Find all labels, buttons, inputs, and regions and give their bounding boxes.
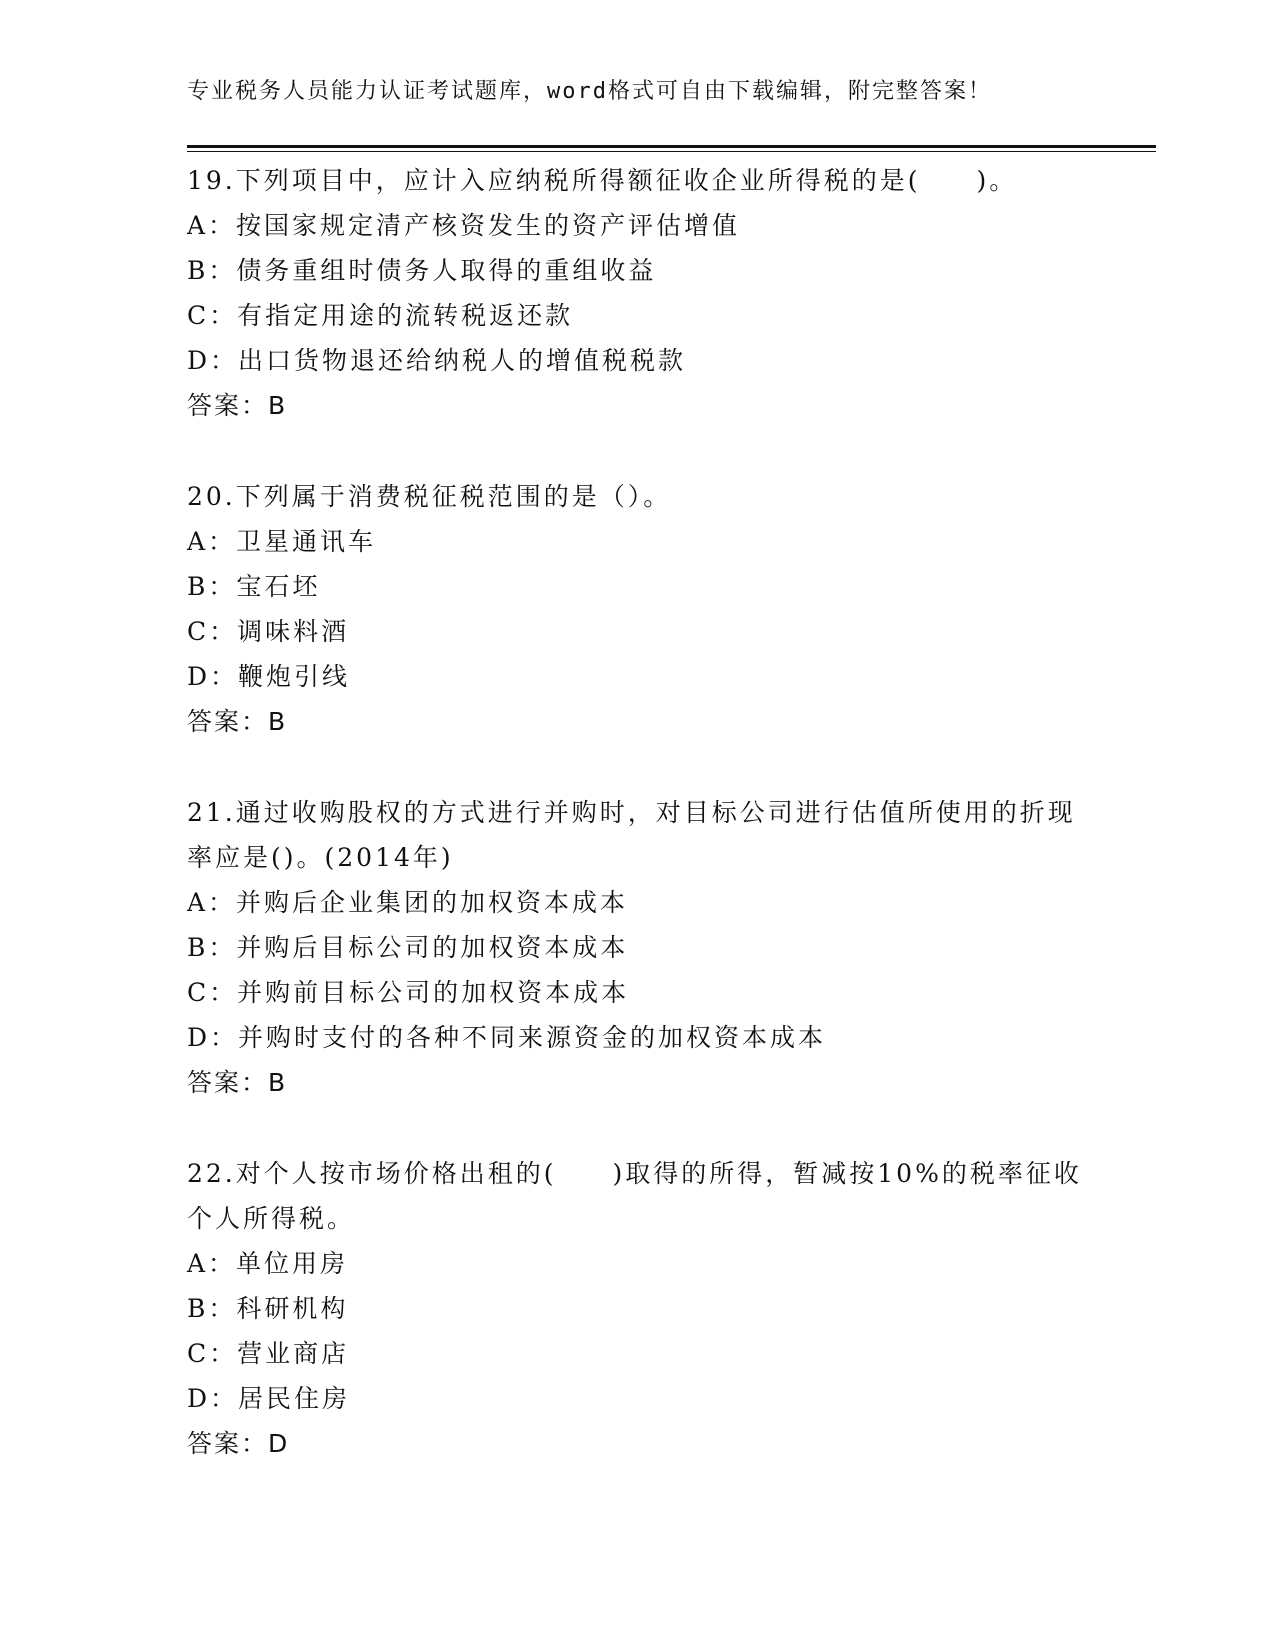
option-c: C：调味料酒: [187, 617, 350, 646]
header-rule-thick: [187, 145, 1156, 148]
question-21: [187, 790, 1087, 1105]
answer: 答案：B: [187, 391, 288, 420]
question-19: [187, 158, 1087, 428]
option-a: A：按国家规定清产核资发生的资产评估增值: [187, 211, 741, 240]
option-b: B：科研机构: [187, 1294, 349, 1323]
question-stem: 20.下列属于消费税征税范围的是（）。: [187, 482, 672, 511]
option-a: A：单位用房: [187, 1249, 349, 1278]
option-d: D：居民住房: [187, 1384, 351, 1413]
question-stem: 21.通过收购股权的方式进行并购时，对目标公司进行估值所使用的折现率应是()。(2014年): [187, 798, 1076, 872]
option-c: C：有指定用途的流转税返还款: [187, 301, 574, 330]
question-20: [187, 474, 1087, 744]
answer: 答案：B: [187, 707, 288, 736]
option-a: A：卫星通讯车: [187, 527, 377, 556]
answer: 答案：D: [187, 1429, 290, 1458]
question-stem: 19.下列项目中，应计入应纳税所得额征收企业所得税的是( )。: [187, 166, 1018, 195]
page-header: 专业税务人员能力认证考试题库，word格式可自由下载编辑，附完整答案！: [187, 79, 992, 104]
option-c: C：并购前目标公司的加权资本成本: [187, 978, 630, 1007]
option-d: D：出口货物退还给纳税人的增值税税款: [187, 346, 687, 375]
option-d: D：并购时支付的各种不同来源资金的加权资本成本: [187, 1023, 827, 1052]
option-c: C：营业商店: [187, 1339, 350, 1368]
question-list: [187, 158, 1087, 1512]
question-22: [187, 1151, 1087, 1466]
answer: 答案：B: [187, 1068, 288, 1097]
option-b: B：债务重组时债务人取得的重组收益: [187, 256, 657, 285]
header-rule-thin: [187, 151, 1156, 152]
question-stem: 22.对个人按市场价格出租的( )取得的所得，暂减按10%的税率征收个人所得税。: [187, 1159, 1082, 1233]
option-b: B：宝石坯: [187, 572, 321, 601]
option-a: A：并购后企业集团的加权资本成本: [187, 888, 629, 917]
option-b: B：并购后目标公司的加权资本成本: [187, 933, 629, 962]
option-d: D：鞭炮引线: [187, 662, 351, 691]
